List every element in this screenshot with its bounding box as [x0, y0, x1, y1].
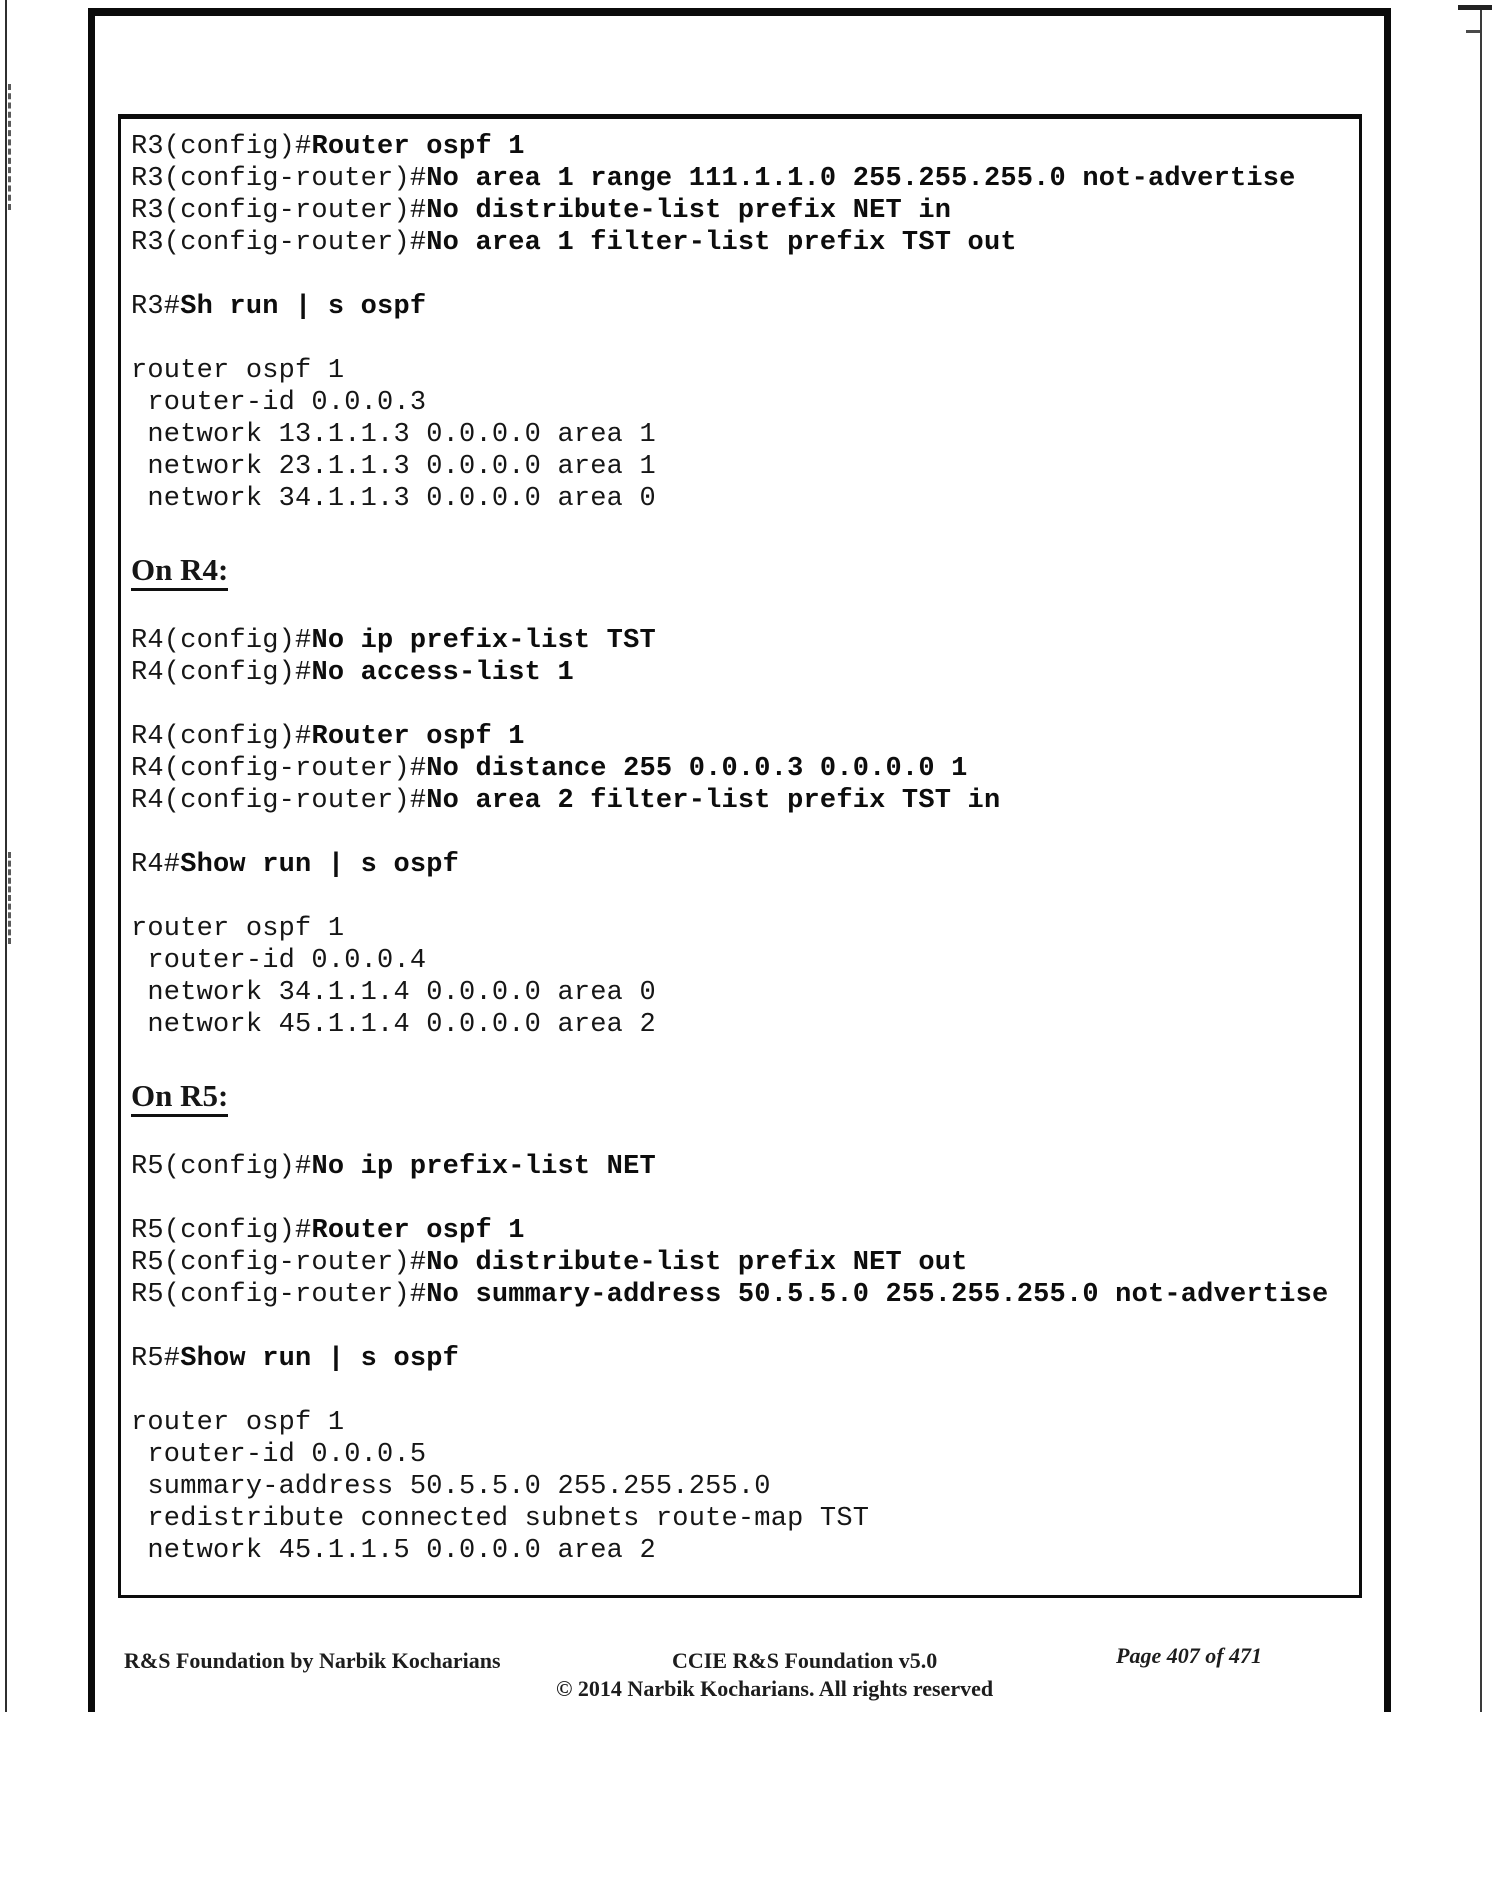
console-output-line: network 45.1.1.4 0.0.0.0 area 2 [131, 1010, 656, 1040]
console-command-line [131, 1215, 1351, 1247]
console-command: No area 1 range 111.1.1.0 255.255.255.0 not-advertise [426, 164, 1296, 194]
section-heading [131, 1073, 1351, 1119]
console-command: Show run | s ospf [180, 850, 460, 880]
scan-edge-line-left [5, 0, 7, 1712]
console-output-line: router ospf 1 [131, 1408, 345, 1438]
console-command-line [131, 657, 1351, 689]
console-command: No distribute-list prefix NET out [426, 1248, 968, 1278]
console-command: No distance 255 0.0.0.3 0.0.0.0 1 [426, 754, 968, 784]
console-command: Router ospf 1 [311, 722, 525, 752]
console-prompt: R5(config)# [131, 1152, 312, 1182]
console-output-line: router ospf 1 [131, 356, 345, 386]
console-command-line [131, 785, 1351, 817]
console-output-line: network 34.1.1.3 0.0.0.0 area 0 [131, 484, 656, 514]
console-command: Router ospf 1 [311, 1216, 525, 1246]
console-command: Show run | s ospf [180, 1344, 460, 1374]
blank-line [131, 1119, 1351, 1151]
console-command-line [131, 131, 1351, 163]
console-output-line: redistribute connected subnets route-map TST [131, 1504, 870, 1534]
console-command: Sh run | s ospf [180, 292, 427, 322]
console-prompt: R3(config-router)# [131, 164, 427, 194]
console-command-line [131, 1247, 1351, 1279]
console-prompt: R3(config-router)# [131, 228, 427, 258]
blank-line [131, 515, 1351, 547]
console-prompt: R5(config-router)# [131, 1280, 427, 1310]
console-prompt: R4(config)# [131, 722, 312, 752]
console-prompt: R3(config-router)# [131, 196, 427, 226]
blank-line [131, 1041, 1351, 1073]
scan-edge-line-right [1480, 8, 1482, 1712]
console-prompt: R4(config)# [131, 658, 312, 688]
console-command: Router ospf 1 [311, 132, 525, 162]
console-command: No area 2 filter-list prefix TST in [426, 786, 1001, 816]
console-command-line [131, 625, 1351, 657]
page-frame-top-border [88, 8, 1391, 16]
blank-line [131, 817, 1351, 849]
blank-line [131, 689, 1351, 721]
console-output-box [118, 114, 1362, 1598]
page-frame-right-border [1384, 8, 1391, 1712]
console-command-line [131, 1279, 1351, 1311]
console-command: No summary-address 50.5.5.0 255.255.255.0 not-advertise [426, 1280, 1329, 1310]
section-heading-text: On R5: [131, 1078, 228, 1117]
console-command-line [131, 849, 1351, 881]
console-output-line: network 23.1.1.3 0.0.0.0 area 1 [131, 452, 656, 482]
blank-line [131, 593, 1351, 625]
console-command-line [131, 291, 1351, 323]
console-command-line [131, 753, 1351, 785]
blank-line [131, 323, 1351, 355]
console-output-line: router-id 0.0.0.5 [131, 1440, 427, 1470]
console-prompt: R5(config-router)# [131, 1248, 427, 1278]
console-output-line: network 45.1.1.5 0.0.0.0 area 2 [131, 1536, 656, 1566]
console-output-line: summary-address 50.5.5.0 255.255.255.0 [131, 1472, 771, 1502]
scan-edge-dashes-top [8, 84, 11, 210]
console-output-line: network 34.1.1.4 0.0.0.0 area 0 [131, 978, 656, 1008]
page-frame-left-border [88, 8, 95, 1712]
console-command-line [131, 163, 1351, 195]
footer-book-title: R&S Foundation by Narbik Kocharians [124, 1648, 501, 1673]
blank-line [131, 1183, 1351, 1215]
blank-line [131, 1375, 1351, 1407]
console-prompt: R5# [131, 1344, 181, 1374]
section-heading [131, 547, 1351, 593]
console-output-line: router ospf 1 [131, 914, 345, 944]
console-command: No ip prefix-list NET [311, 1152, 656, 1182]
scan-dash-top-right [1466, 30, 1480, 33]
console-prompt: R3(config)# [131, 132, 312, 162]
console-output-line: router-id 0.0.0.4 [131, 946, 427, 976]
console-command-line [131, 721, 1351, 753]
console-command: No area 1 filter-list prefix TST out [426, 228, 1017, 258]
console-command-line [131, 227, 1351, 259]
footer-course-title: CCIE R&S Foundation v5.0 [672, 1648, 938, 1673]
console-prompt: R4(config-router)# [131, 786, 427, 816]
console-prompt: R4# [131, 850, 181, 880]
console-command: No access-list 1 [311, 658, 574, 688]
scan-tick-top-right [1458, 5, 1492, 10]
console-command: No ip prefix-list TST [311, 626, 656, 656]
footer-copyright: © 2014 Narbik Kocharians. All rights reserved [556, 1676, 994, 1701]
console-command-line [131, 1343, 1351, 1375]
footer-page-number: Page 407 of 471 [1116, 1643, 1263, 1668]
section-heading-text: On R4: [131, 552, 228, 591]
console-prompt: R3# [131, 292, 181, 322]
console-command-line [131, 195, 1351, 227]
console-command-line [131, 1151, 1351, 1183]
console-command: No distribute-list prefix NET in [426, 196, 952, 226]
console-prompt: R4(config)# [131, 626, 312, 656]
console-prompt: R4(config-router)# [131, 754, 427, 784]
blank-line [131, 1311, 1351, 1343]
console-output-line: router-id 0.0.0.3 [131, 388, 427, 418]
scan-edge-dashes-middle [8, 852, 11, 944]
console-prompt: R5(config)# [131, 1216, 312, 1246]
console-output-line: network 13.1.1.3 0.0.0.0 area 1 [131, 420, 656, 450]
blank-line [131, 259, 1351, 291]
blank-line [131, 881, 1351, 913]
